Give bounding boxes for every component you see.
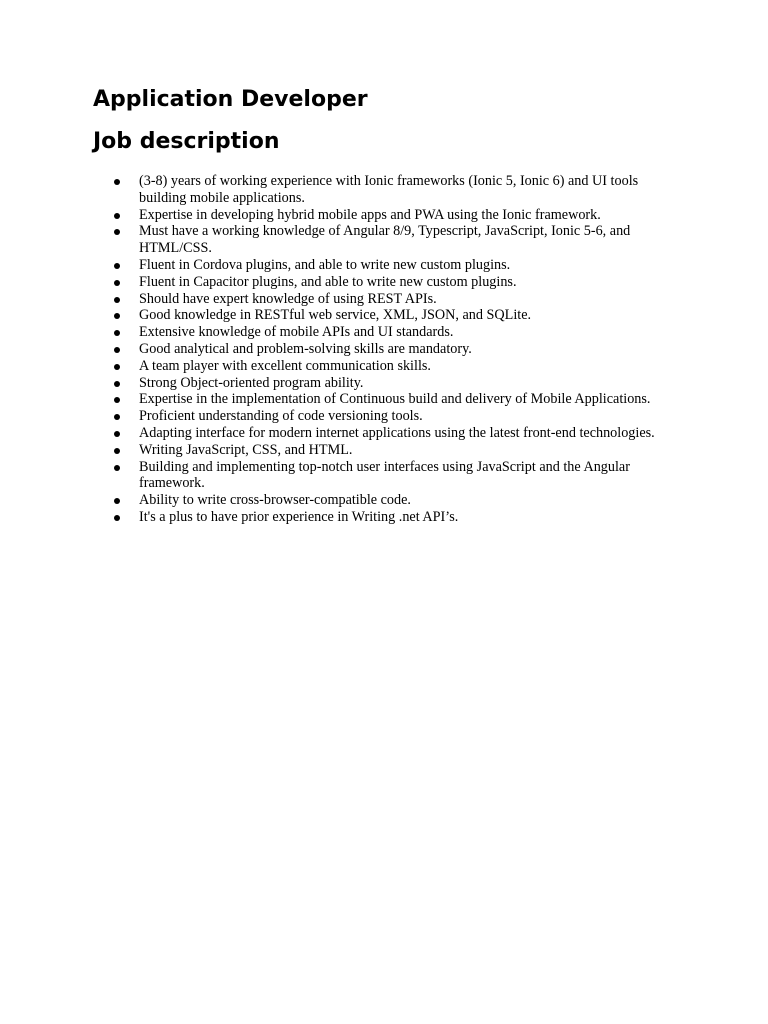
bullet-dot-icon [114,448,120,454]
bullet-dot-icon [114,313,120,319]
bullet-dot-icon [114,347,120,353]
list-item-text: Writing JavaScript, CSS, and HTML. [139,441,353,458]
list-item [93,274,673,291]
list-item-text: Expertise in developing hybrid mobile apps and PWA using the Ionic framework. [139,206,601,223]
list-item [93,257,673,274]
list-item [93,341,673,358]
bullet-dot-icon [114,213,120,219]
list-item [93,324,673,341]
document-title: Application Developer [93,87,368,112]
bullet-dot-icon [114,297,120,303]
document-body [93,86,673,526]
list-item [93,307,673,324]
list-item-text: Building and implementing top-notch user interfaces using JavaScript and the Angular framework. [139,458,630,492]
list-item-text: Good analytical and problem-solving skills are mandatory. [139,340,472,357]
list-item [93,408,673,425]
list-item [93,492,673,509]
list-item [93,442,673,459]
bullet-dot-icon [114,263,120,269]
list-item [93,391,673,408]
list-item-text: Fluent in Cordova plugins, and able to write new custom plugins. [139,256,511,273]
list-item-text: Good knowledge in RESTful web service, XML, JSON, and SQLite. [139,307,532,324]
list-item-text: Proficient understanding of code versioning tools. [139,408,423,425]
bullet-dot-icon [114,364,120,370]
bullet-dot-icon [114,431,120,437]
list-item-text: Should have expert knowledge of using REST APIs. [139,290,437,307]
list-item [93,375,673,392]
list-item-text: Extensive knowledge of mobile APIs and UI standards. [139,324,454,341]
list-item [93,223,673,257]
list-item-text: A team player with excellent communication skills. [139,357,431,374]
list-item-text: Adapting interface for modern internet applications using the latest front-end technologies. [139,424,655,441]
list-item [93,291,673,308]
list-item [93,459,673,493]
list-item-text: Must have a working knowledge of Angular 8/9, Typescript, JavaScript, Ionic 5-6, and HTML/CSS. [139,223,631,257]
bullet-dot-icon [114,397,120,403]
list-item-text: (3-8) years of working experience with Ionic frameworks (Ionic 5, Ionic 6) and UI tools building mobile applications. [139,173,639,206]
bullet-dot-icon [114,465,120,471]
bullet-dot-icon [114,229,120,235]
list-item [93,207,673,224]
bullet-dot-icon [114,414,120,420]
list-item [93,173,673,207]
requirements-list [93,173,673,526]
list-item-text: Fluent in Capacitor plugins, and able to write new custom plugins. [139,273,517,290]
list-item-text: It's a plus to have prior experience in Writing .net API’s. [139,508,459,525]
list-item-text: Expertise in the implementation of Continuous build and delivery of Mobile Applications. [139,391,651,408]
bullet-dot-icon [114,381,120,387]
bullet-dot-icon [114,179,120,185]
bullet-dot-icon [114,515,120,521]
list-item [93,358,673,375]
list-item-text: Ability to write cross-browser-compatible code. [139,492,411,509]
list-item-text: Strong Object-oriented program ability. [139,374,364,391]
list-item [93,509,673,526]
list-item [93,425,673,442]
bullet-dot-icon [114,498,120,504]
section-heading: Job description [93,129,280,154]
bullet-dot-icon [114,330,120,336]
bullet-dot-icon [114,280,120,286]
